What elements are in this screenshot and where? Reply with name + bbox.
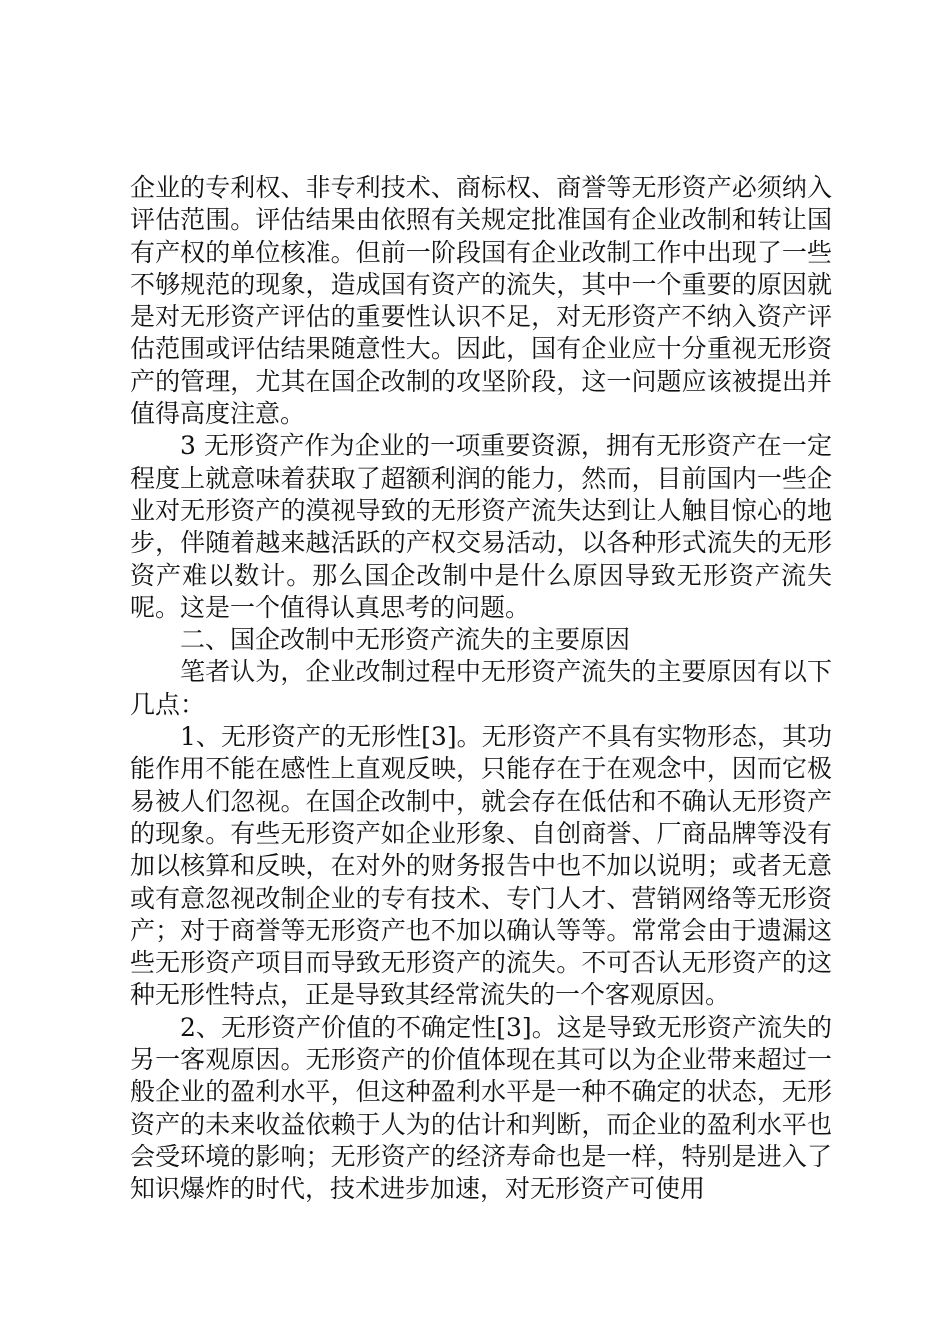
section-heading-main-causes: 二、国企改制中无形资产流失的主要原因 bbox=[180, 625, 631, 655]
paragraph-author-view: 笔者认为，企业改制过程中无形资产流失的主要原因有以下几点： bbox=[130, 657, 832, 719]
paragraph-cause-value-uncertainty: 2、无形资产价值的不确定性[3]。这是导致无形资产流失的另一客观原因。无形资产的价值体现在其可以为企业带来超过一般企业的盈利水平，但这种盈利水平是一种不确定的状态，无形资产的未来收益依赖于人为的估计和判断，而企业的盈利水平也会受环境的影响；无形资产的经济寿命也是一样，特别是进入了知识爆炸的时代，技术进步加速，对无形资产可使用 bbox=[130, 1012, 832, 1204]
document-body bbox=[130, 172, 832, 1206]
paragraph-cause-intangibility: 1、无形资产的无形性[3]。无形资产不具有实物形态，其功能作用不能在感性上直观反映，只能存在于在观念中，因而它极易被人们忽视。在国企改制中，就会存在低估和不确认无形资产的现象。有些无形资产如企业形象、自创商誉、厂商品牌等没有加以核算和反映，在对外的财务报告中也不加以说明；或者无意或有意忽视改制企业的专有技术、专门人才、营销网络等无形资产；对于商誉等无形资产也不加以确认等等。常常会由于遗漏这些无形资产项目而导致无形资产的流失。不可否认无形资产的这种无形性特点，正是导致其经常流失的一个客观原因。 bbox=[130, 722, 832, 1010]
paragraph-intangible-assets-evaluation: 企业的专利权、非专利技术、商标权、商誉等无形资产必须纳入评估范围。评估结果由依照有关规定批准国有企业改制和转让国有产权的单位核准。但前一阶段国有企业改制工作中出现了一些不够规范的现象，造成国有资产的流失，其中一个重要的原因就是对无形资产评估的重要性认识不足，对无形资产不纳入资产评估范围或评估结果随意性大。因此，国有企业应十分重视无形资产的管理，尤其在国企改制的攻坚阶段，这一问题应该被提出并值得高度注意。 bbox=[130, 173, 832, 429]
paragraph-intangible-assets-loss: 3 无形资产作为企业的一项重要资源，拥有无形资产在一定程度上就意味着获取了超额利润的能力，然而，目前国内一些企业对无形资产的漠视导致的无形资产流失达到让人触目惊心的地步，伴随着越来越活跃的产权交易活动，以各种形式流失的无形资产难以数计。那么国企改制中是什么原因导致无形资产流失呢。这是一个值得认真思考的问题。 bbox=[130, 431, 832, 622]
